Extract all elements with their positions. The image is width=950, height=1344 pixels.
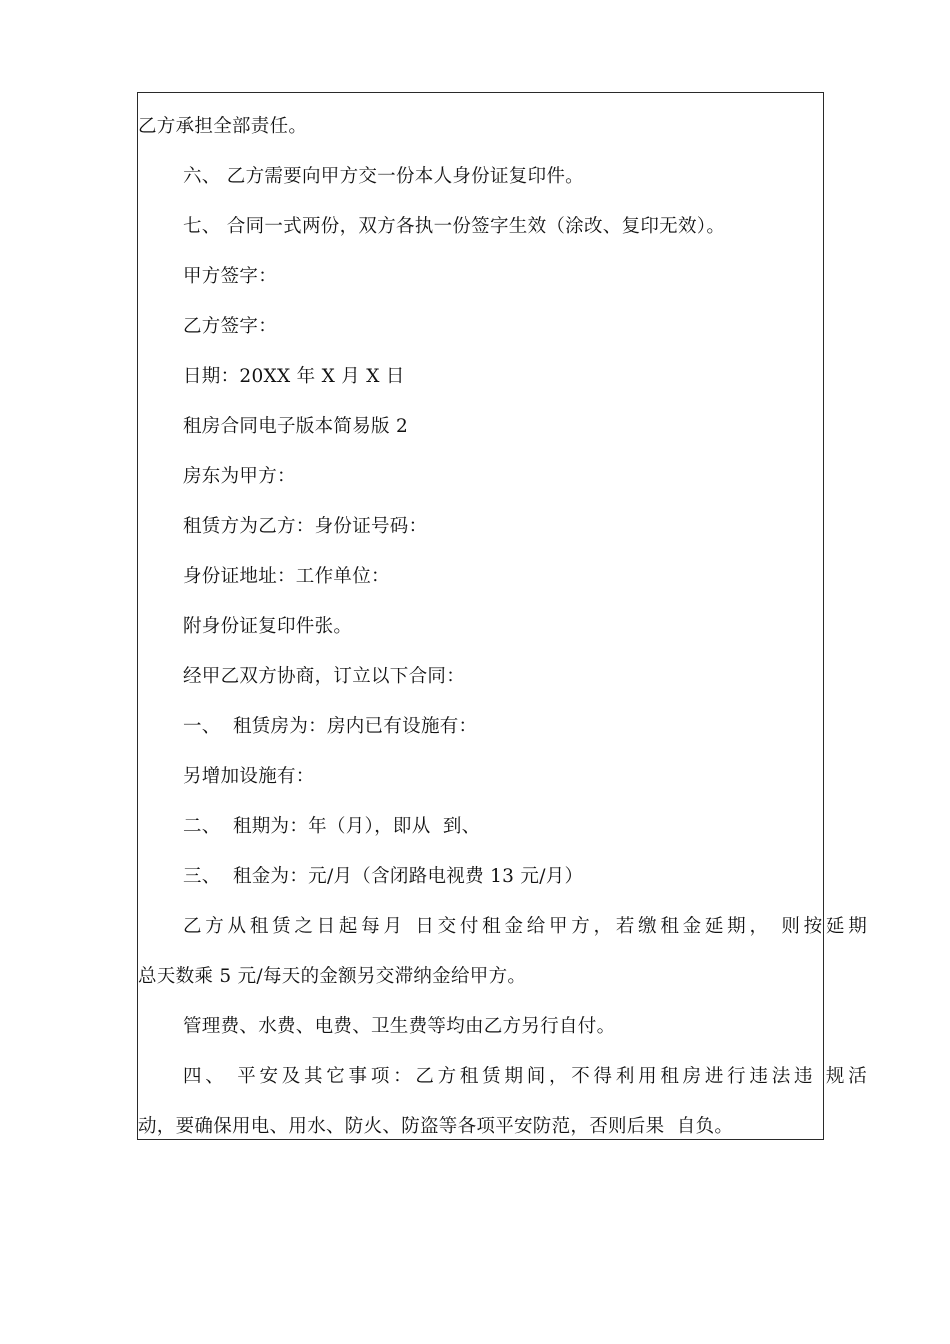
text-line-1: 乙方承担全部责任。 bbox=[138, 116, 308, 137]
clause-6: 六、 乙方需要向甲方交一份本人身份证复印件。 bbox=[183, 166, 584, 187]
clause-3: 三、 租金为：元/月（含闭路电视费 13 元/月） bbox=[183, 866, 584, 887]
id-address-line: 身份证地址：工作单位： bbox=[183, 566, 390, 587]
clause-2: 二、 租期为：年（月），即从 到、 bbox=[183, 816, 481, 837]
document-frame bbox=[137, 92, 867, 1140]
id-copy-line: 附身份证复印件张。 bbox=[183, 616, 353, 637]
tenant-id-line: 租赁方为乙方：身份证号码： bbox=[183, 516, 428, 537]
landlord-line: 房东为甲方： bbox=[183, 466, 296, 487]
rent-payment-line-2: 总天数乘 5 元/每天的金额另交滞纳金给甲方。 bbox=[138, 966, 527, 987]
party-a-signature-label: 甲方签字： bbox=[183, 266, 278, 287]
agreement-intro: 经甲乙双方协商，订立以下合同： bbox=[183, 666, 466, 687]
clause-1: 一、 租赁房为：房内已有设施有： bbox=[183, 716, 478, 737]
fees-line: 管理费、水费、电费、卫生费等均由乙方另行自付。 bbox=[183, 1016, 616, 1037]
clause-7: 七、 合同一式两份，双方各执一份签字生效（涂改、复印无效）。 bbox=[183, 216, 726, 237]
added-facilities-line: 另增加设施有： bbox=[183, 766, 315, 787]
section-title: 租房合同电子版本简易版 2 bbox=[183, 416, 409, 437]
rent-payment-line-1: 乙方从租赁之日起每月 日交付租金给甲方，若缴租金延期， 则按延期 bbox=[183, 916, 867, 937]
clause-4-line-1: 四、 平安及其它事项：乙方租赁期间，不得利用租房进行违法违 规活 bbox=[183, 1066, 867, 1087]
clause-4-line-2: 动，要确保用电、用水、防火、防盗等各项平安防范，否则后果 自负。 bbox=[138, 1116, 734, 1137]
party-b-signature-label: 乙方签字： bbox=[183, 316, 278, 337]
date-line: 日期：20XX 年 X 月 X 日 bbox=[183, 366, 405, 387]
